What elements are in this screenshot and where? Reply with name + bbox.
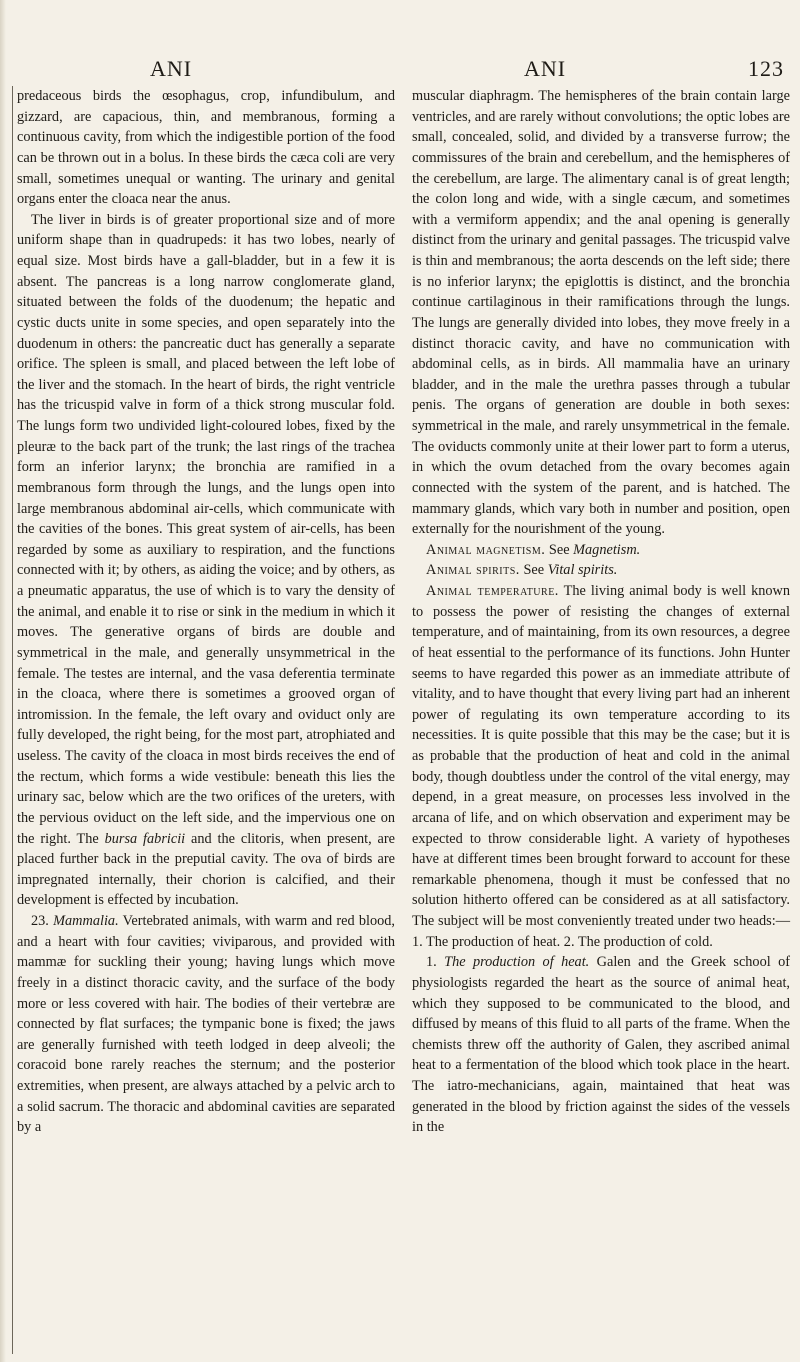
paragraph-text: The living animal body is well known to possess the power of resisting the changes of external temperature, and of maintaining, from its own resources, a degree of heat essential to the performance of its functions. John Hunter seems to have regarded this power as an immediate attribute of vitality, and to have thought that every living part had an inherent power of regulating its own temperature according to its necessities. It is quite possible that this may be the case; but it is as probable that the production of heat and cold in the animal body, though doubtless under the control of the vital energy, may depend, in a great measure, on processes less involved in the arcana of life, and on which observation and experiment may be expected to throw considerable light. A variety of hypotheses have at different times been brought forward to account for these remarkable phenomena, though it must be confessed that no solution hitherto offered can be considered as at all satisfactory. The subject will be most conveniently treated under two heads:—1. The production of heat. 2. The production of cold. [412, 583, 790, 950]
entry-term: Animal temperature. [426, 583, 559, 599]
paragraph-birds-digestive [17, 86, 395, 210]
section-title: Mammalia. [53, 913, 119, 929]
paragraph-mammalia [17, 911, 395, 1138]
paragraph-text: predaceous birds the œsophagus, crop, infundibulum, and gizzard, are capacious, thin, and membranous, forming a continuous cavity, from which the indigestible portion of the food can be thrown out in a bolus. In these birds the cæca coli are very small, sometimes unequal or wanting. The urinary and genital organs enter the cloaca near the anus. [17, 88, 395, 208]
running-head-left: ANI [150, 56, 193, 81]
entry-animal-spirits [412, 560, 790, 581]
cross-reference: Vital spirits. [547, 562, 618, 579]
paragraph-mammalia-cont [412, 86, 790, 540]
right-column [412, 86, 790, 1138]
entry-animal-temperature [412, 581, 790, 952]
page-number: 123 [748, 56, 784, 81]
running-head-center: ANI [524, 56, 567, 81]
cross-reference: Magnetism. [573, 541, 641, 558]
paragraph-text: Vertebrated animals, with warm and red blood, and a heart with four cavities; viviparous, and provided with mammæ for suckling their young; having lungs which move freely in a distinct thoracic cavity, and the surface of the body more or less covered with hair. The bodies of their vertebræ are connected by flat surfaces; the tympanic bone is fixed; the jaws are generally furnished with teeth lodged in deep alveoli; the coracoid bone rarely reaches the sternum; and the posterior extremities, when present, are always attached by a pelvic arch to a solid sacrum. The thoracic and abdominal cavities are separated by a [17, 913, 395, 1136]
entry-term: Animal spirits. [426, 562, 520, 579]
left-column [12, 86, 395, 1354]
entry-term: Animal magnetism. [426, 541, 546, 558]
section-title: The production of heat. [444, 954, 590, 971]
see-word: See [523, 562, 545, 579]
paragraph-text: The liver in birds is of greater proportional size and of more uniform shape than in quadrupeds: it has two lobes, nearly of equal size. Most birds have a gall-bladder, but in a few it is absent. The pancreas is a long narrow conglomerate gland, situated between the folds of the duodenum; the hepatic and cystic ducts unite in some species, and open separately into the duodenum in others: the pancreatic duct has generally a separate orifice. The spleen is small, and placed between the left lobe of the liver and the stomach. In the heart of birds, the right ventricle has the tricuspid valve in form of a thick strong muscular fold. The lungs form two undivided light-coloured lobes, fixed by the pleuræ to the back part of the trunk; the last rings of the trachea form an inferior larynx; the bronchia are ramified in a membranous form through the lungs, and the lungs open into large membranous abdominal air-cells, which communicate with the cavities of the bones. This great system of air-cells, has been regarded by some as auxiliary to respiration, and the functions connected with it; by others, as aiding the voice; and by others, as a pneumatic apparatus, the use of which is to vary the density of the animal, and enable it to rise or sink in the medium in which it moves. The generative organs of birds are double and symmetrical in the male, and generally unsymmetrical in the female. The testes are internal, and the vasa deferentia terminate in the cloaca, where there is sometimes a grooved organ of intromission. In the female, the left ovary and oviduct only are fully developed, the right being, for the most part, atrophiated and useless. The cavity of the cloaca in most birds receives the end of the rectum, which forms a wide vestibule: beneath this lies the urinary sac, below which are the two orifices of the ureters, with the pervious oviduct on the left side, and the impervious one on the right. The [17, 211, 395, 847]
page-edge [0, 0, 6, 1362]
see-word: See [548, 541, 570, 558]
entry-animal-magnetism [412, 540, 790, 561]
paragraph-birds-organs [17, 210, 395, 911]
paragraph-text: muscular diaphragm. The hemispheres of the brain contain large ventricles, and are rarely without convolutions; the optic lobes are small, concealed, solid, and divided by a transverse furrow; the commissures of the brain and cerebellum, and the hemispheres of the cerebellum, are large. The alimentary canal is of great length; the colon long and wide, with a single cæcum, and sometimes with a vermiform appendix; and the anal opening is generally distinct from the urinary and genital passages. The tricuspid valve is thin and membranous; the aorta descends on the left side; there is no inferior larynx; the epiglottis is distinct, and the bronchia continue cartilaginous in their ramifications through the lungs. The lungs are generally divided into lobes, they move freely in a distinct thoracic cavity, and have no communication with abdominal cells, as in birds. All mammalia have an urinary bladder, and in the male the urethra passes through a tubular penis. The organs of generation are double in both sexes: symmetrical in the male, and rarely unsymmetrical in the female. The oviducts commonly unite at their lower part to form a uterus, in which the ovum detached from the ovary becomes again connected with the system of the parent, and is hatched. The mammary glands, which vary both in number and position, open externally for the nourishment of the young. [412, 88, 790, 538]
section-number: 23. [31, 913, 49, 929]
paragraph-text: and the clitoris, when present, are placed further back in the preputial cavity. The ova of birds are impregnated internally, their chorion is calcified, and their development is effected by incubation. [17, 830, 396, 909]
section-number: 1. [426, 954, 437, 971]
paragraph-text: Galen and the Greek school of physiologists regarded the heart as the source of animal heat, which they supposed to be communicated to the blood, and diffused by means of this fluid to all parts of the frame. When the chemists threw off the authority of Galen, they ascribed animal heat to a fermentation of the blood which took place in the heart. The iatro-mechanicians, again, maintained that heat was generated in the blood by friction against the sides of the vessels in the [412, 954, 790, 1136]
italic-term: bursa fabricii [104, 830, 186, 847]
paragraph-production-of-heat [412, 952, 790, 1138]
